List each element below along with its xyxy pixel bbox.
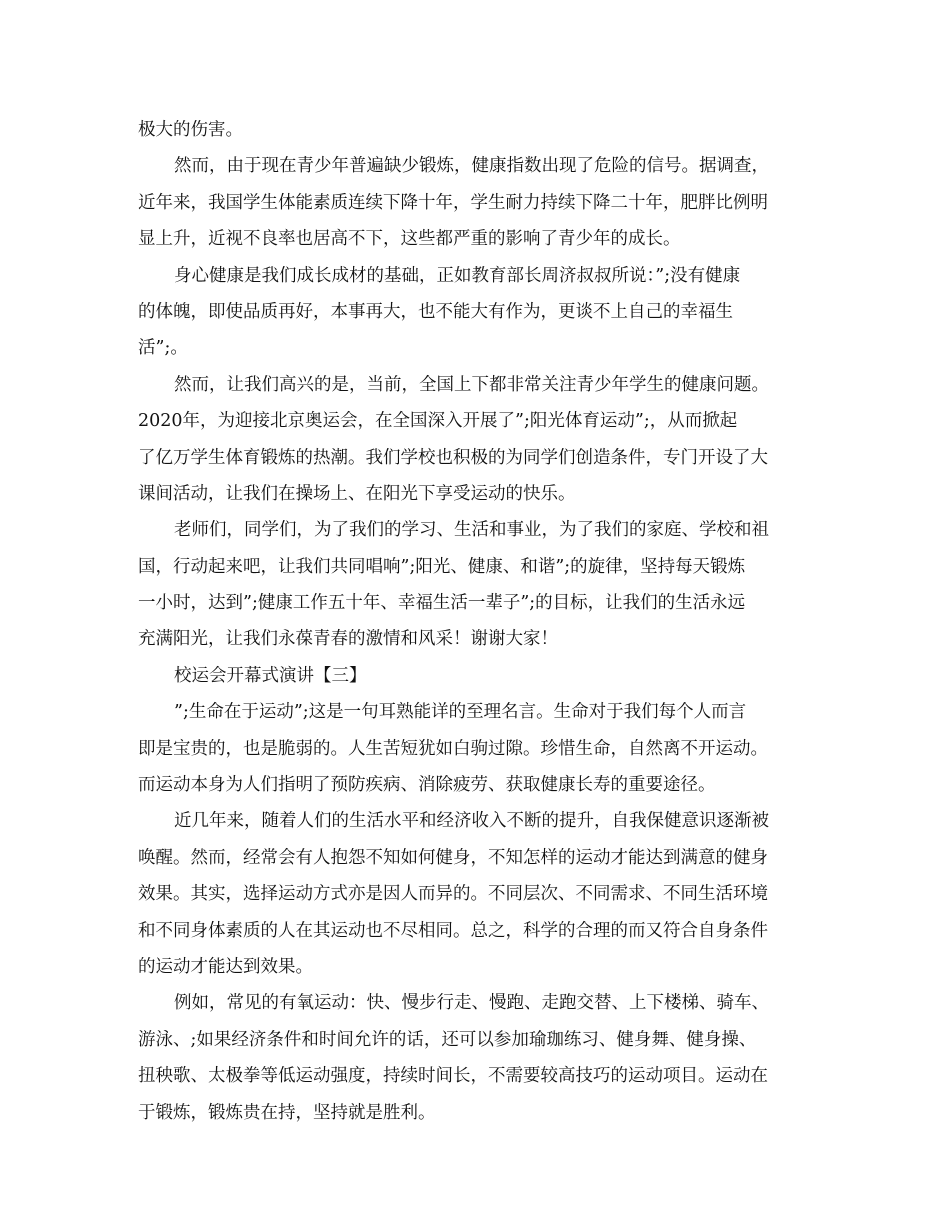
text-line: 于锻炼，锻炼贵在持，坚持就是胜利。 <box>138 1102 436 1123</box>
text-line: 而运动本身为人们指明了预防疾病、消除疲劳、获取健康长寿的重要途径。 <box>138 775 716 796</box>
text-line: 了亿万学生体育锻炼的热潮。我们学校也积极的为同学们创造条件，专门开设了大 <box>138 447 768 468</box>
text-line: 老师们，同学们，为了我们的学习、生活和事业，为了我们的家庭、学校和祖 <box>174 520 769 541</box>
text-line: 近几年来，随着人们的生活水平和经济收入不断的提升，自我保健意识逐渐被 <box>174 811 769 832</box>
text-line: 效果。其实，选择运动方式亦是因人而异的。不同层次、不同需求、不同生活环境 <box>138 884 768 905</box>
text-line: 和不同身体素质的人在其运动也不尽相同。总之，科学的合理的而又符合自身条件 <box>138 920 768 941</box>
text-line: 的运动才能达到效果。 <box>138 956 313 977</box>
text-line: 充满阳光，让我们永葆青春的激情和风采！谢谢大家！ <box>138 629 558 650</box>
section-heading: 校运会开幕式演讲【三】 <box>174 665 367 686</box>
text-line: 唤醒。然而，经常会有人抱怨不知如何健身，不知怎样的运动才能达到满意的健身 <box>138 847 768 868</box>
text-line: 近年来，我国学生体能素质连续下降十年，学生耐力持续下降二十年，肥胖比例明 <box>138 192 768 213</box>
text-line: 即是宝贵的，也是脆弱的。人生苦短犹如白驹过隙。珍惜生命，自然离不开运动。 <box>138 738 768 759</box>
text-line: 游泳、;如果经济条件和时间允许的话，还可以参加瑜珈练习、健身舞、健身操、 <box>138 1029 757 1050</box>
text-line: 扭秧歌、太极拳等低运动强度，持续时间长，不需要较高技巧的运动项目。运动在 <box>138 1066 768 1087</box>
text-line: 的体魄，即使品质再好，本事再大，也不能大有作为，更谈不上自己的幸福生 <box>138 301 733 322</box>
text-line: 一小时，达到”;健康工作五十年、幸福生活一辈子”;的目标，让我们的生活永远 <box>138 593 746 614</box>
text-line: 极大的伤害。 <box>138 120 243 140</box>
text-line: 课间活动，让我们在操场上、在阳光下享受运动的快乐。 <box>138 483 576 504</box>
text-line: ”;生命在于运动”;这是一句耳熟能详的至理名言。生命对于我们每个人而言 <box>174 702 747 723</box>
text-line: 显上升，近视不良率也居高不下，这些都严重的影响了青少年的成长。 <box>138 229 681 250</box>
text-line: 国，行动起来吧，让我们共同唱响”;阳光、健康、和谐”;的旋律，坚持每天锻炼 <box>138 556 746 577</box>
text-line: 活”;。 <box>138 338 188 359</box>
text-line: 然而，由于现在青少年普遍缺少锻炼，健康指数出现了危险的信号。据调查， <box>174 156 769 177</box>
text-line: 例如，常见的有氧运动：快、慢步行走、慢跑、走跑交替、上下楼梯、骑车、 <box>174 993 769 1014</box>
text-line: 2020年，为迎接北京奥运会，在全国深入开展了”;阳光体育运动”;，从而掀起 <box>138 411 738 432</box>
text-line: 然而，让我们高兴的是，当前，全国上下都非常关注青少年学生的健康问题。 <box>174 374 769 395</box>
document-body <box>138 112 828 1131</box>
text-line: 身心健康是我们成长成材的基础，正如教育部长周济叔叔所说：”;没有健康 <box>174 265 741 286</box>
